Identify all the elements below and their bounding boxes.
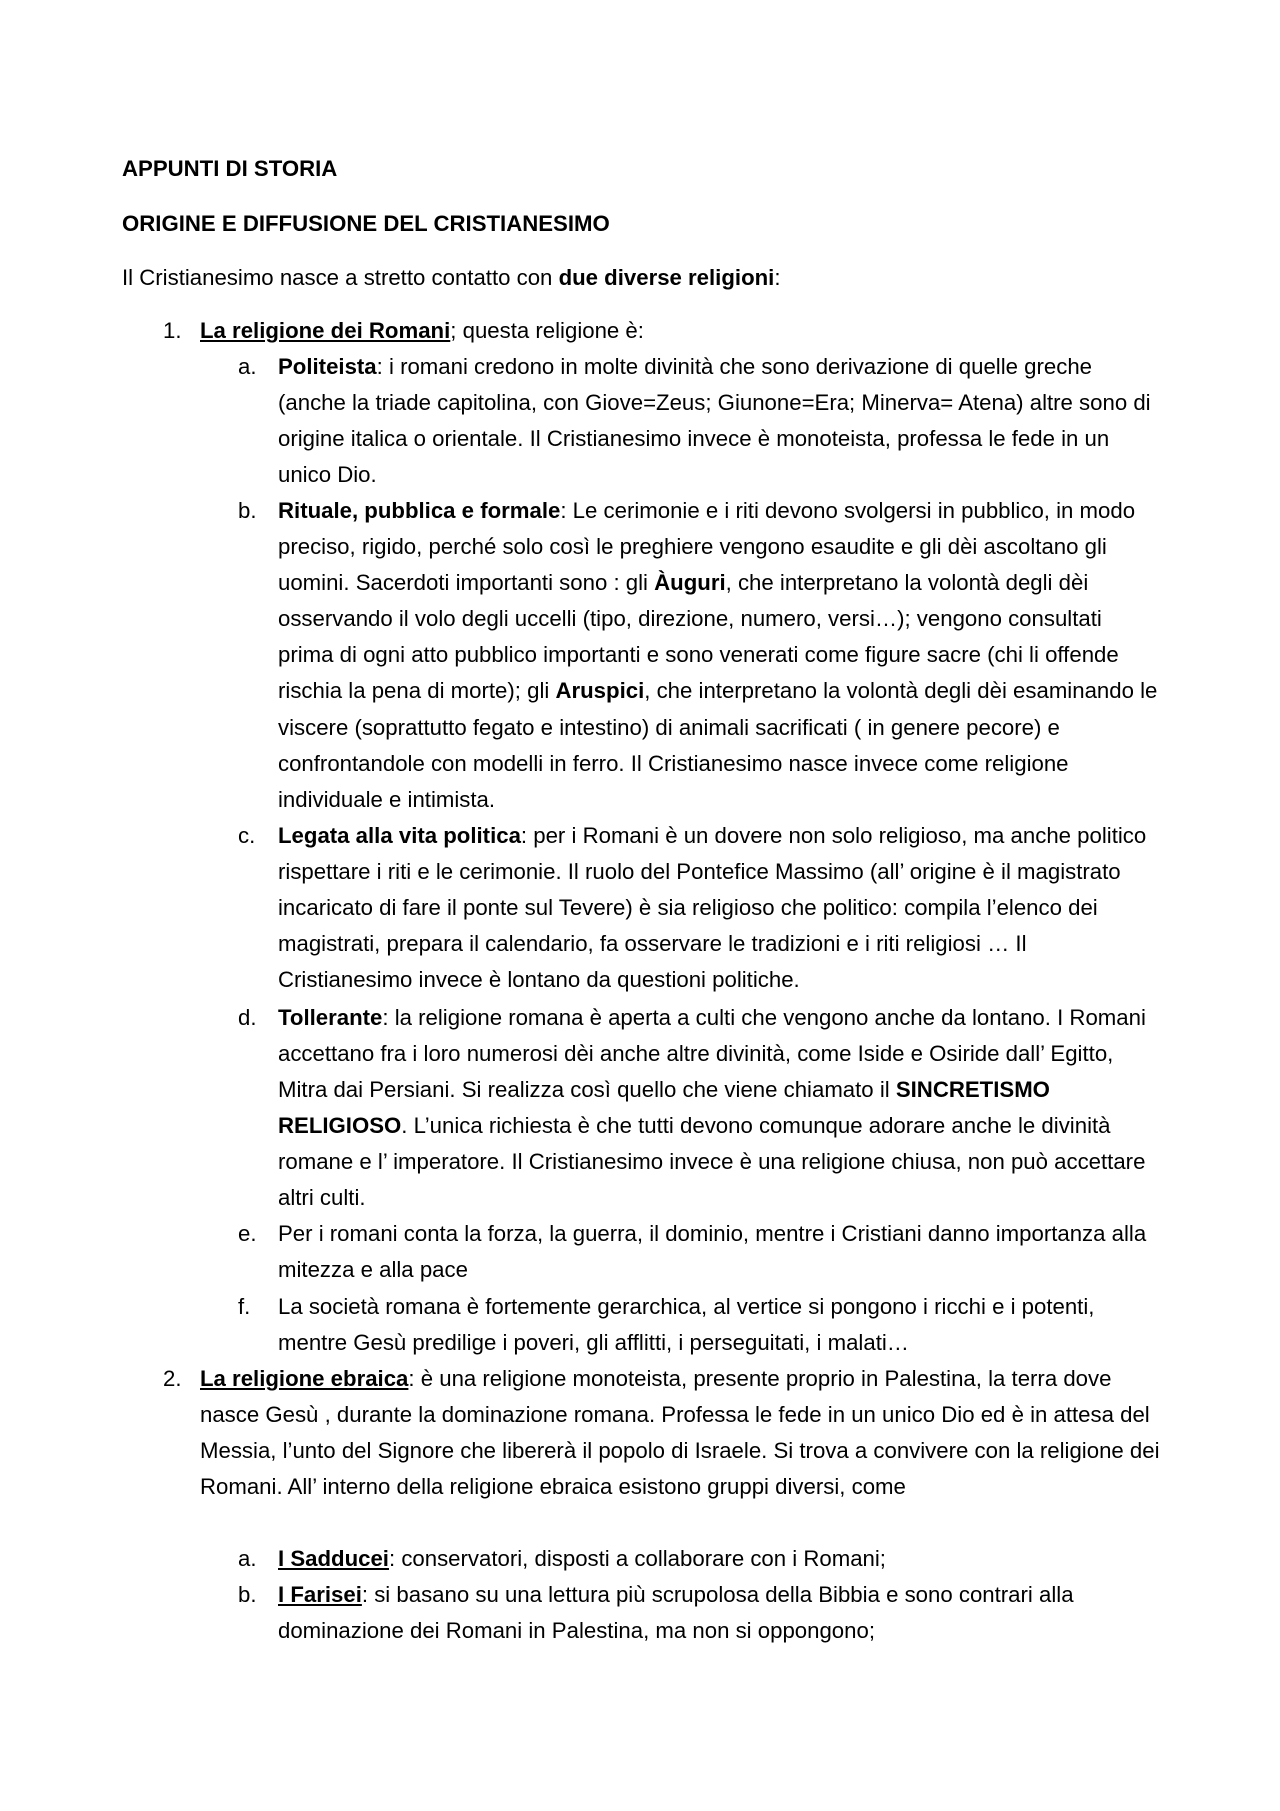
sub-item-tollerante xyxy=(238,1000,1163,1217)
list-item-ebraica xyxy=(163,1361,1160,1505)
sub-item-gerarchica xyxy=(238,1289,1163,1361)
sub-item-text: : si basano su una lettura più scrupolosa della Bibbia e sono contrari alla dominazione dei Romani in Palestina, ma non si oppongono; xyxy=(278,1582,1074,1644)
sub-item-bold: Aruspici xyxy=(555,678,645,704)
sub-marker: a. xyxy=(238,354,257,379)
sub-item-text: : la religione romana è aperta a culti che vengono anche da lontano. I Romani accettano fra i loro numerosi dèi anche altre divinità, come Iside e Osiride dall’ Egitto, Mitra dai Persiani. Si realizza così quello che viene chiamato il xyxy=(278,1005,1146,1103)
item-text: : è una religione monoteista, presente proprio in Palestina, la terra dove nasce Gesù , durante la dominazione romana. Professa le fede in un unico Dio ed è in attesa del Messia, l’unto del Signore che libererà il popolo di Israele. Si trova a convivere con la religione dei Romani. All’ interno della religione ebraica esistono gruppi diversi, come xyxy=(200,1366,1160,1500)
sub-marker: b. xyxy=(238,1582,257,1607)
sub-marker: e. xyxy=(238,1221,257,1246)
sub-marker: b. xyxy=(238,498,257,523)
sub-marker: f. xyxy=(238,1294,251,1319)
sub-item-politica xyxy=(238,818,1163,998)
list-marker: 2. xyxy=(163,1366,182,1391)
sub-item-title: Tollerante xyxy=(278,1005,383,1030)
sub-marker: d. xyxy=(238,1005,257,1030)
sub-item-bold: Àuguri xyxy=(654,570,726,596)
sub-item-text: , che interpretano la volontà degli dèi esaminando le viscere (soprattutto fegato e intestino) di animali sacrificati ( in genere pecore) e confrontandole con modelli in ferro. Il Cristianesimo nasce invece come religione individuale e intimista. xyxy=(278,678,1158,812)
sub-item-text: , che interpretano la volontà degli dèi osservando il volo degli uccelli (tipo, direzione, numero, versi…); vengono consultati prima di ogni atto pubblico importanti e sono venerati come figure sacre (chi li offende rischia la pena di morte); gli xyxy=(278,570,1119,704)
sub-item-text: : per i Romani è un dovere non solo religioso, ma anche politico rispettare i riti e le cerimonie. Il ruolo del Pontefice Massimo (all’ origine è il magistrato incaricato di fare il ponte sul Tevere) è sia religioso che politico: compila l’elenco dei magistrati, prepara il calendario, fa osservare le tradizioni e i riti religiosi … Il Cristianesimo invece è lontano da questioni politiche. xyxy=(278,823,1147,993)
sub-item-politeista xyxy=(238,349,1163,493)
intro-text: Il Cristianesimo nasce a stretto contatto con xyxy=(122,265,559,290)
sub-item-farisei xyxy=(238,1577,1163,1649)
sub-item-forza xyxy=(238,1216,1163,1288)
sub-item-text: : Le cerimonie e i riti devono svolgersi in pubblico, in modo preciso, rigido, perché solo così le preghiere vengono esaudite e gli dèi ascoltano gli uomini. Sacerdoti importanti sono : gli xyxy=(278,498,1136,596)
item-text: ; questa religione è: xyxy=(450,318,644,343)
sub-item-text: La società romana è fortemente gerarchica, al vertice si pongono i ricchi e i potenti, mentre Gesù predilige i poveri, gli afflitti, i perseguitati, i malati… xyxy=(278,1294,1095,1356)
document-title: APPUNTI DI STORIA xyxy=(122,156,338,181)
sub-item-text: : i romani credono in molte divinità che sono derivazione di quelle greche (anche la triade capitolina, con Giove=Zeus; Giunone=Era; Minerva= Atena) altre sono di origine italica o orientale. Il Cristianesimo invece è monoteista, professa le fede in un unico Dio. xyxy=(278,354,1151,488)
list-marker: 1. xyxy=(163,318,182,343)
sub-item-sadducei xyxy=(238,1541,1163,1577)
list-item-romani xyxy=(163,313,1160,349)
sub-item-title: I Farisei xyxy=(278,1582,362,1607)
sub-item-title: Legata alla vita politica xyxy=(278,823,521,848)
item-title: La religione dei Romani xyxy=(200,318,451,343)
section-title: ORIGINE E DIFFUSIONE DEL CRISTIANESIMO xyxy=(122,211,610,236)
sub-marker: a. xyxy=(238,1546,257,1571)
intro-bold: due diverse religioni xyxy=(558,265,775,290)
sub-item-title: I Sadducei xyxy=(278,1546,389,1571)
sub-marker: c. xyxy=(238,823,256,848)
sub-item-title: Politeista xyxy=(278,354,377,379)
intro-paragraph xyxy=(122,264,781,292)
sub-item-title: Rituale, pubblica e formale xyxy=(278,498,561,523)
sub-item-text: Per i romani conta la forza, la guerra, il dominio, mentre i Cristiani danno importanza alla mitezza e alla pace xyxy=(278,1221,1147,1283)
sub-item-rituale xyxy=(238,493,1163,818)
sub-item-bold: SINCRETISMO RELIGIOSO xyxy=(278,1077,1050,1139)
intro-end: : xyxy=(774,265,781,290)
sub-item-text: . L’unica richiesta è che tutti devono comunque adorare anche le divinità romane e l’ imperatore. Il Cristianesimo invece è una religione chiusa, non può accettare altri culti. xyxy=(278,1113,1146,1211)
sub-item-text: : conservatori, disposti a collaborare con i Romani; xyxy=(388,1546,886,1571)
item-title: La religione ebraica xyxy=(200,1366,409,1391)
